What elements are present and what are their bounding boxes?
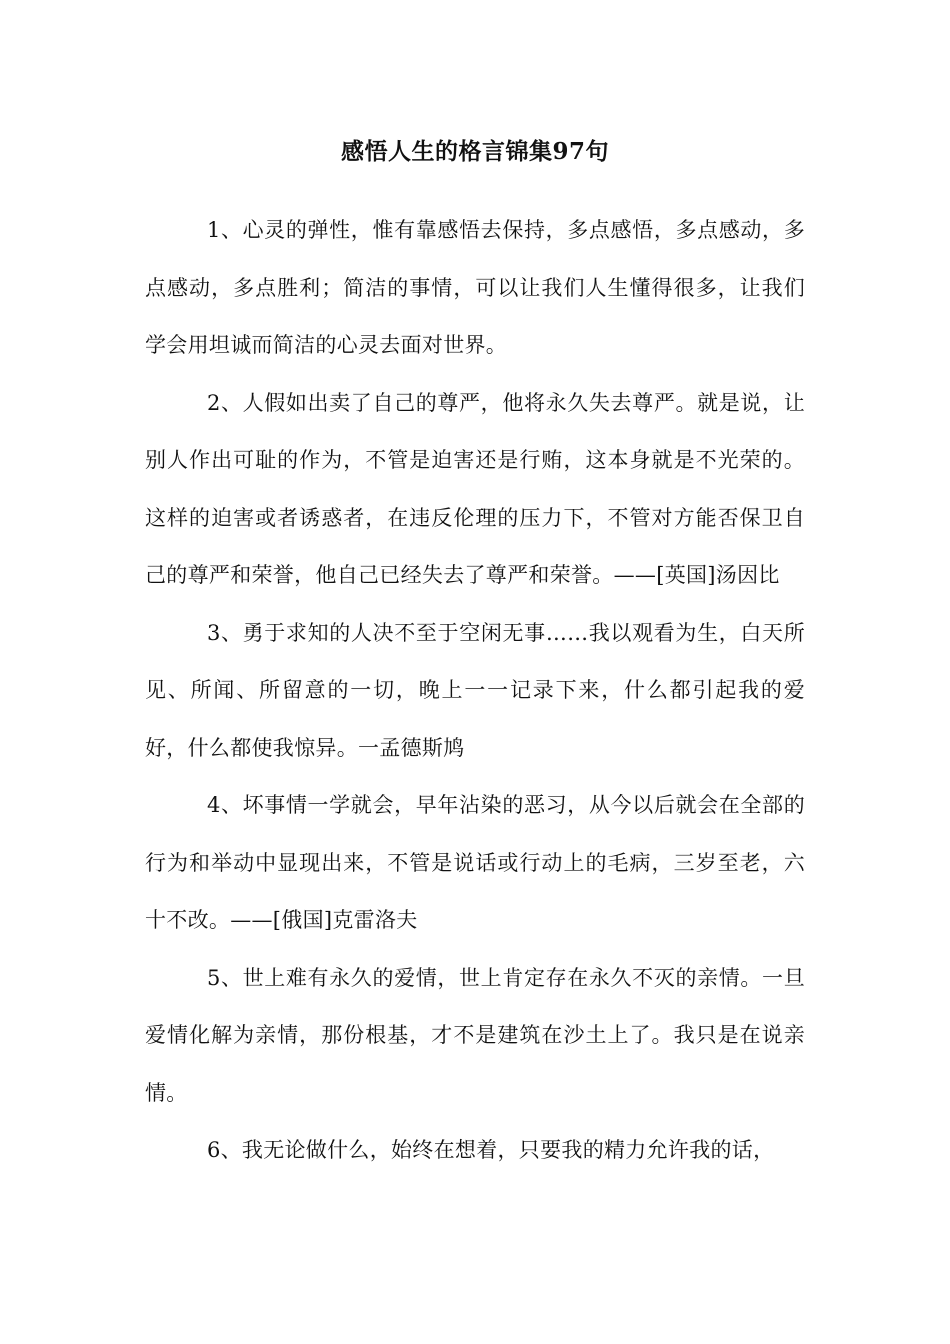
document-title: 感悟人生的格言锦集97句 [340, 138, 609, 165]
document-body [145, 202, 805, 1180]
paragraph-4: 4、坏事情一学就会，早年沾染的恶习，从今以后就会在全部的行为和举动中显现出来，不管是说话或行动上的毛病，三岁至老，六十不改。——[俄国]克雷洛夫 [145, 793, 805, 932]
paragraph-1: 1、心灵的弹性，惟有靠感悟去保持，多点感悟，多点感动，多点感动，多点胜利；简洁的事情，可以让我们人生懂得很多，让我们学会用坦诚而简洁的心灵去面对世界。 [145, 218, 805, 357]
paragraph-5: 5、世上难有永久的爱情，世上肯定存在永久不灭的亲情。一旦爱情化解为亲情，那份根基，才不是建筑在沙土上了。我只是在说亲情。 [145, 965, 805, 1105]
paragraph-6: 6、我无论做什么，始终在想着，只要我的精力允许我的话， [206, 1138, 775, 1162]
paragraph-3: 3、勇于求知的人决不至于空闲无事……我以观看为生，白天所见、所闻、所留意的一切，晚上一一记录下来，什么都引起我的爱好，什么都使我惊异。一孟德斯鸠 [145, 620, 805, 760]
paragraph-2: 2、人假如出卖了自己的尊严，他将永久失去尊严。就是说，让别人作出可耻的作为，不管是迫害还是行贿，这本身就是不光荣的。这样的迫害或者诱惑者，在违反伦理的压力下，不管对方能否保卫自己的尊严和荣誉，他自己已经失去了尊严和荣誉。——[英国]汤因比 [145, 390, 805, 587]
